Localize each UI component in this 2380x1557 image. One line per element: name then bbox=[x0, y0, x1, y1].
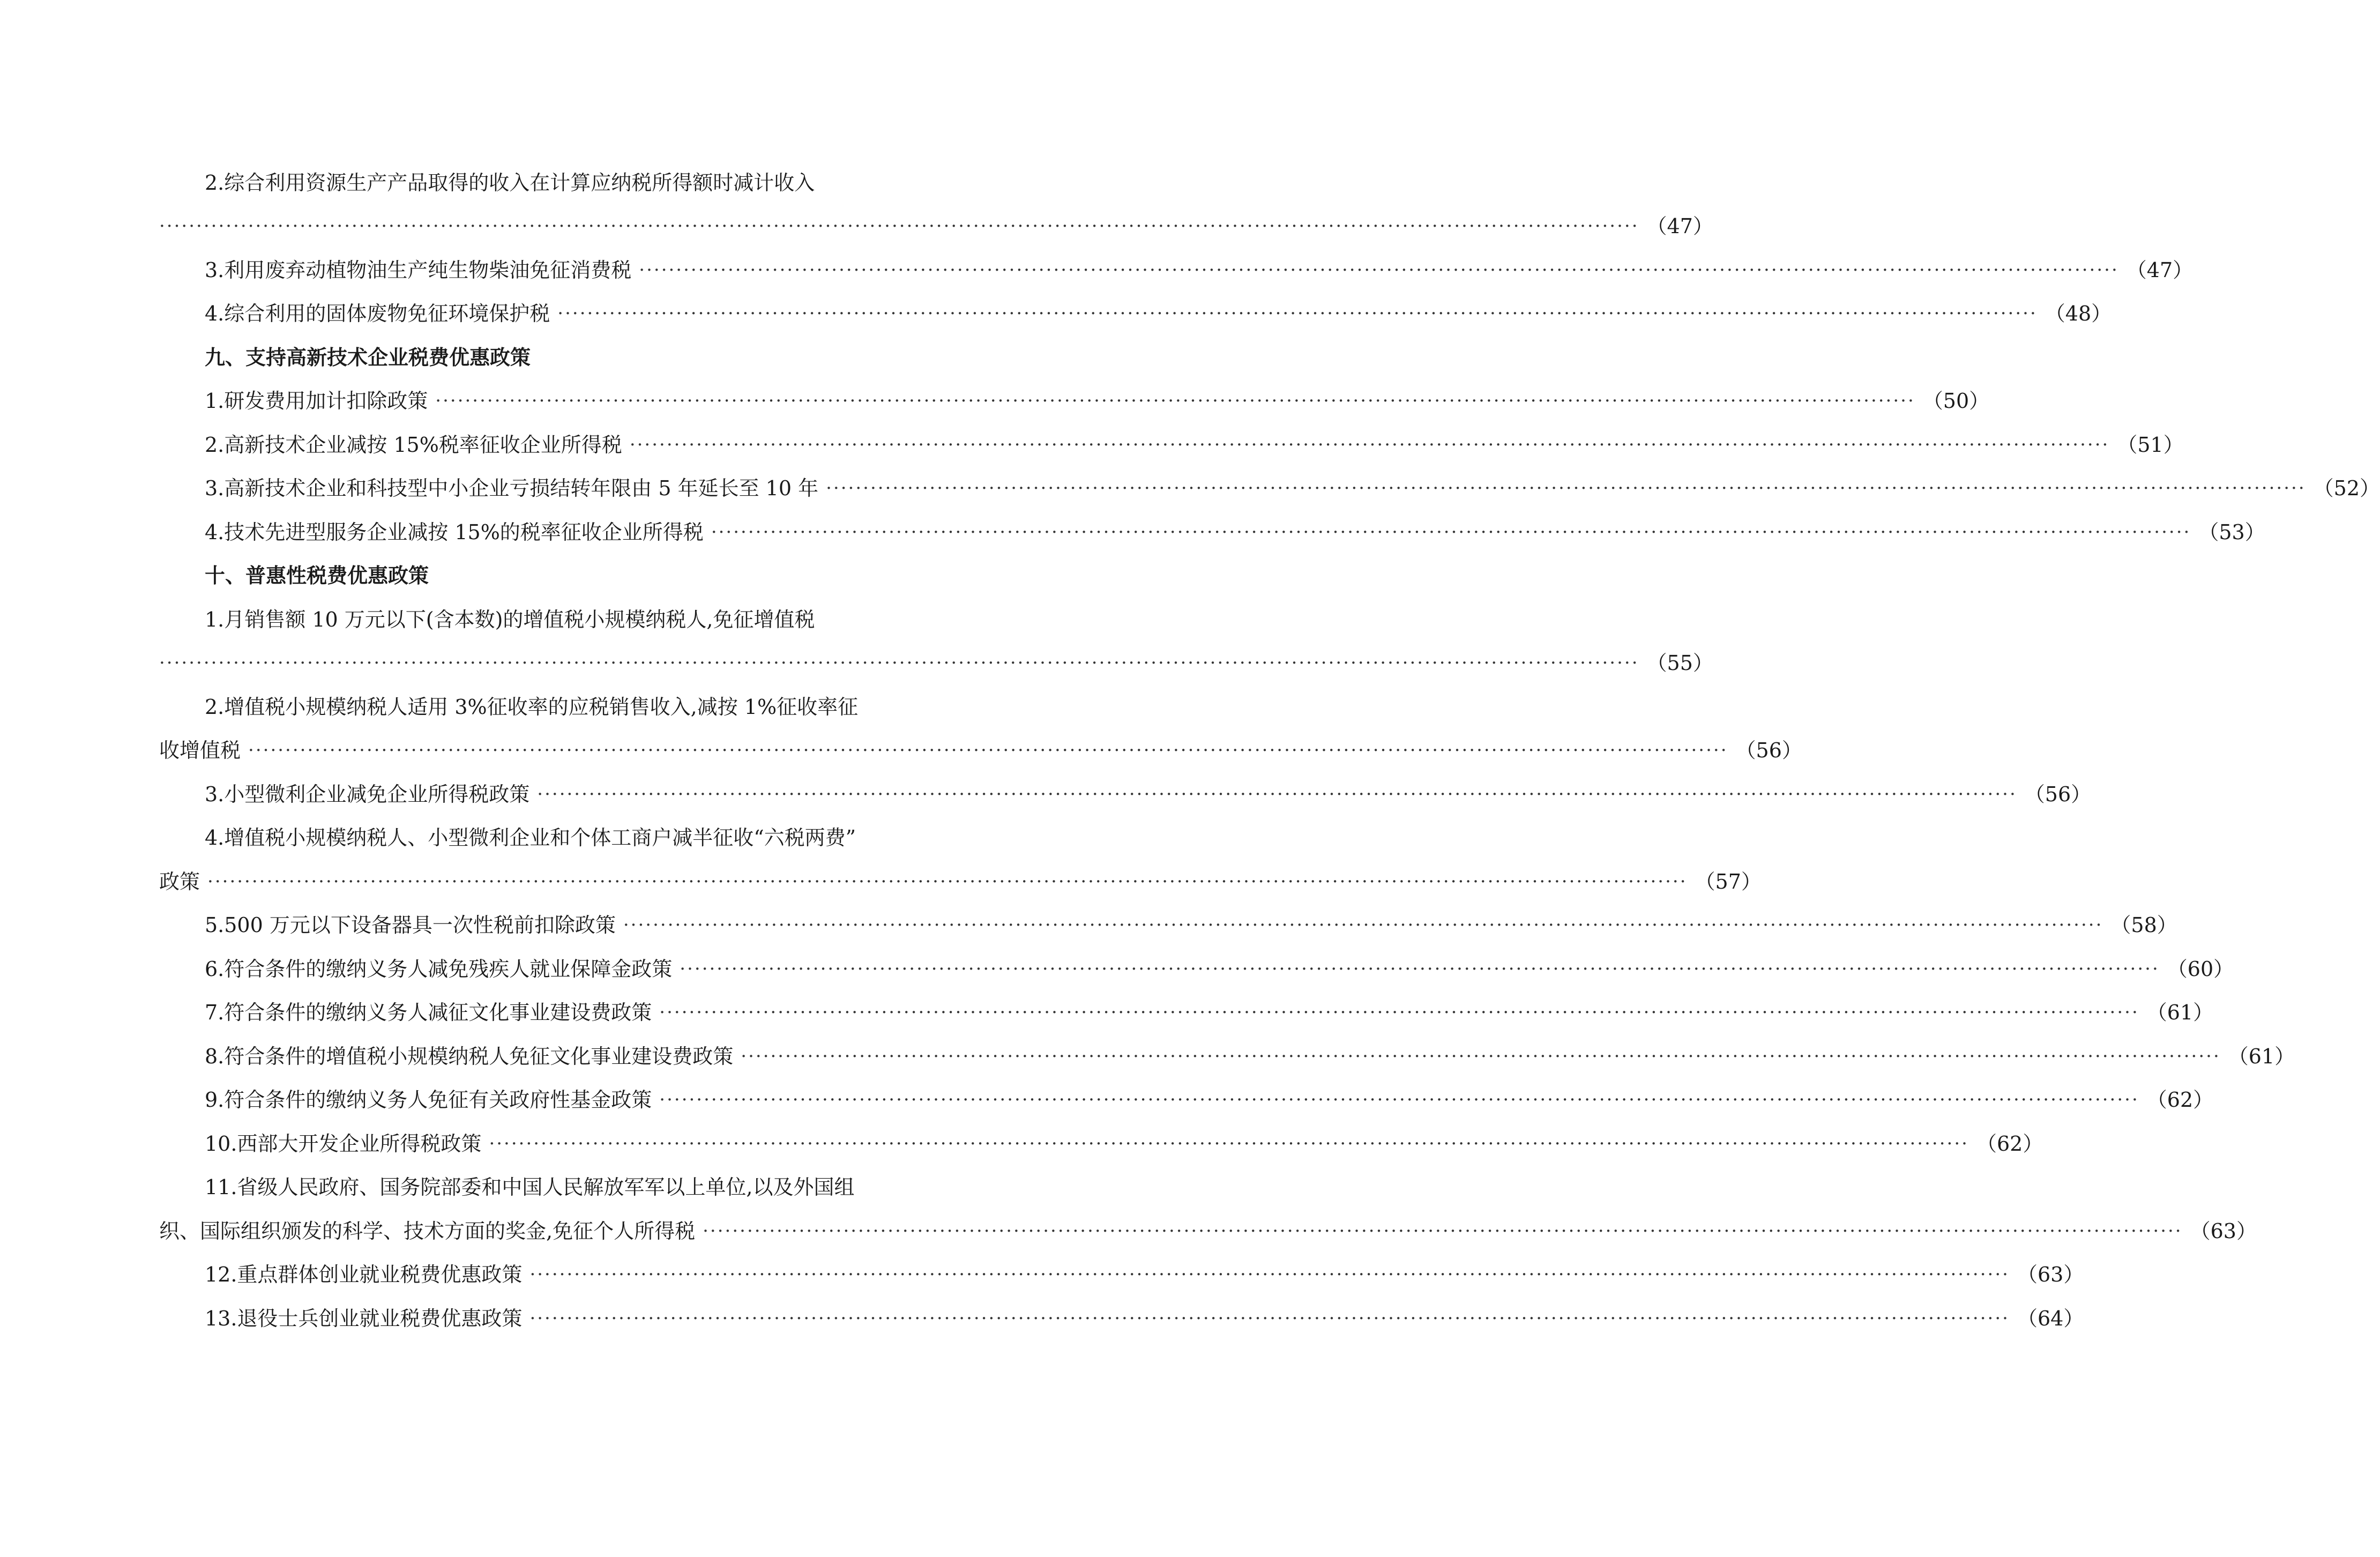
toc-entry-title: 5.500 万元以下设备器具一次性税前扣除政策 bbox=[205, 913, 616, 937]
toc-entry bbox=[159, 1253, 2084, 1297]
dot-leader: ········································································································································································································ bbox=[659, 1089, 2139, 1111]
dot-leader: ········································································································································································································ bbox=[529, 1307, 2010, 1329]
toc-section-heading bbox=[159, 554, 944, 598]
toc-entry-continuation bbox=[159, 729, 1802, 773]
dot-leader: ········································································································································································································ bbox=[529, 1264, 2010, 1286]
toc-page-number: （55） bbox=[1646, 651, 1713, 675]
toc-page-number: （52） bbox=[2313, 476, 2380, 501]
toc-entry-title: 4.综合利用的固体废物免征环境保护税 bbox=[205, 302, 550, 326]
toc-entry-continuation bbox=[159, 860, 1762, 904]
toc-entry-title: 6.符合条件的缴纳义务人减免残疾人就业保障金政策 bbox=[205, 957, 673, 981]
dot-leader: ········································································································································································································ bbox=[680, 958, 2160, 980]
toc-entry-title: 2.综合利用资源生产产品取得的收入在计算应纳税所得额时减计收入 bbox=[205, 170, 815, 195]
toc-entry bbox=[159, 379, 1990, 423]
toc-page-number: （50） bbox=[1922, 389, 1990, 413]
dot-leader: ········································································································································································································ bbox=[159, 215, 1639, 237]
toc-entry-title: 10.西部大开发企业所得税政策 bbox=[205, 1131, 482, 1156]
toc-page-number: （56） bbox=[1735, 739, 1802, 763]
dot-leader: ········································································································································································································ bbox=[629, 434, 2110, 456]
toc-entry-title: 2.增值税小规模纳税人适用 3%征收率的应税销售收入,减按 1%征收率征 bbox=[205, 695, 859, 719]
toc-entry-title: 3.小型微利企业减免企业所得税政策 bbox=[205, 782, 530, 806]
toc-entry-title: 4.技术先进型服务企业减按 15%的税率征收企业所得税 bbox=[205, 520, 704, 544]
toc-entry-title-continued: 收增值税 bbox=[159, 739, 241, 763]
toc-entry bbox=[159, 161, 944, 205]
toc-entry bbox=[159, 1078, 2214, 1122]
toc-page-number: （48） bbox=[2045, 302, 2112, 326]
toc-entry bbox=[159, 467, 2380, 511]
toc-entry-title: 4.增值税小规模纳税人、小型微利企业和个体工商户减半征收“六税两费” bbox=[205, 826, 856, 850]
toc-entry-title: 3.利用废弃动植物油生产纯生物柴油免征消费税 bbox=[205, 258, 632, 282]
toc-page-number: （56） bbox=[2024, 782, 2092, 806]
table-of-contents bbox=[159, 161, 2380, 1340]
toc-entry-title: 1.研发费用加计扣除政策 bbox=[205, 389, 428, 413]
toc-entry bbox=[159, 1034, 2295, 1078]
toc-page-number: （58） bbox=[2110, 913, 2177, 937]
toc-entry-title: 3.高新技术企业和科技型中小企业亏损结转年限由 5 年延长至 10 年 bbox=[205, 476, 819, 501]
dot-leader: ········································································································································································································ bbox=[703, 1220, 2183, 1242]
dot-leader: ········································································································································································································ bbox=[248, 740, 1728, 762]
toc-page-number: （63） bbox=[2017, 1263, 2084, 1287]
toc-page-number: （53） bbox=[2198, 520, 2265, 544]
toc-page-number: （63） bbox=[2190, 1219, 2257, 1243]
toc-page-number: （47） bbox=[2126, 258, 2194, 282]
dot-leader: ········································································································································································································ bbox=[826, 478, 2306, 500]
section-heading-text: 九、支持高新技术企业税费优惠政策 bbox=[205, 345, 531, 369]
toc-entry-continuation bbox=[159, 1209, 2257, 1253]
toc-entry-title: 12.重点群体创业就业税费优惠政策 bbox=[205, 1263, 523, 1287]
toc-page-number: （47） bbox=[1646, 214, 1713, 239]
toc-entry bbox=[159, 1122, 2043, 1166]
toc-page-number: （60） bbox=[2167, 957, 2234, 981]
toc-page-number: （62） bbox=[1976, 1131, 2043, 1156]
dot-leader: ········································································································································································································ bbox=[557, 303, 2038, 325]
dot-leader: ········································································································································································································ bbox=[623, 914, 2103, 936]
dot-leader: ········································································································································································································ bbox=[489, 1133, 1969, 1154]
toc-entry bbox=[159, 423, 2184, 467]
dot-leader: ········································································································································································································ bbox=[537, 783, 2017, 805]
toc-page-number: （61） bbox=[2146, 1001, 2214, 1025]
toc-entry bbox=[159, 947, 2234, 991]
toc-page-number: （51） bbox=[2117, 433, 2184, 457]
toc-entry-continuation bbox=[159, 205, 1713, 249]
toc-entry bbox=[159, 904, 2177, 948]
toc-entry bbox=[159, 510, 2265, 554]
toc-entry bbox=[159, 772, 2092, 816]
toc-entry-title-continued: 织、国际组织颁发的科学、技术方面的奖金,免征个人所得税 bbox=[159, 1219, 696, 1243]
toc-entry-title: 13.退役士兵创业就业税费优惠政策 bbox=[205, 1306, 523, 1330]
toc-entry bbox=[159, 1297, 2084, 1340]
toc-entry-title: 11.省级人民政府、国务院部委和中国人民解放军军以上单位,以及外国组 bbox=[205, 1175, 855, 1200]
toc-entry bbox=[159, 598, 944, 642]
toc-section-heading bbox=[159, 336, 944, 379]
section-heading-text: 十、普惠性税费优惠政策 bbox=[205, 564, 429, 588]
dot-leader: ········································································································································································································ bbox=[435, 390, 1915, 412]
toc-entry-title: 7.符合条件的缴纳义务人减征文化事业建设费政策 bbox=[205, 1001, 652, 1025]
dot-leader: ········································································································································································································ bbox=[207, 870, 1688, 892]
dot-leader: ········································································································································································································ bbox=[659, 1002, 2139, 1024]
toc-entry bbox=[159, 292, 2112, 336]
toc-entry-title-continued: 政策 bbox=[159, 869, 200, 893]
toc-entry-title: 2.高新技术企业减按 15%税率征收企业所得税 bbox=[205, 433, 622, 457]
toc-entry bbox=[159, 1166, 944, 1210]
dot-leader: ········································································································································································································ bbox=[741, 1045, 2221, 1067]
toc-entry-title: 8.符合条件的增值税小规模纳税人免征文化事业建设费政策 bbox=[205, 1044, 734, 1068]
toc-entry bbox=[159, 816, 944, 860]
toc-entry-continuation bbox=[159, 642, 1713, 686]
toc-page-number: （61） bbox=[2228, 1044, 2295, 1068]
toc-entry-title: 9.符合条件的缴纳义务人免征有关政府性基金政策 bbox=[205, 1088, 652, 1112]
toc-page-number: （64） bbox=[2017, 1306, 2084, 1330]
toc-page-number: （57） bbox=[1695, 869, 1762, 893]
toc-entry bbox=[159, 685, 944, 729]
toc-entry bbox=[159, 248, 2194, 292]
dot-leader: ········································································································································································································ bbox=[711, 521, 2191, 543]
dot-leader: ········································································································································································································ bbox=[639, 259, 2119, 281]
toc-entry-title: 1.月销售额 10 万元以下(含本数)的增值税小规模纳税人,免征增值税 bbox=[205, 607, 815, 631]
toc-page-number: （62） bbox=[2146, 1088, 2214, 1112]
dot-leader: ········································································································································································································ bbox=[159, 652, 1639, 674]
toc-entry bbox=[159, 991, 2214, 1035]
